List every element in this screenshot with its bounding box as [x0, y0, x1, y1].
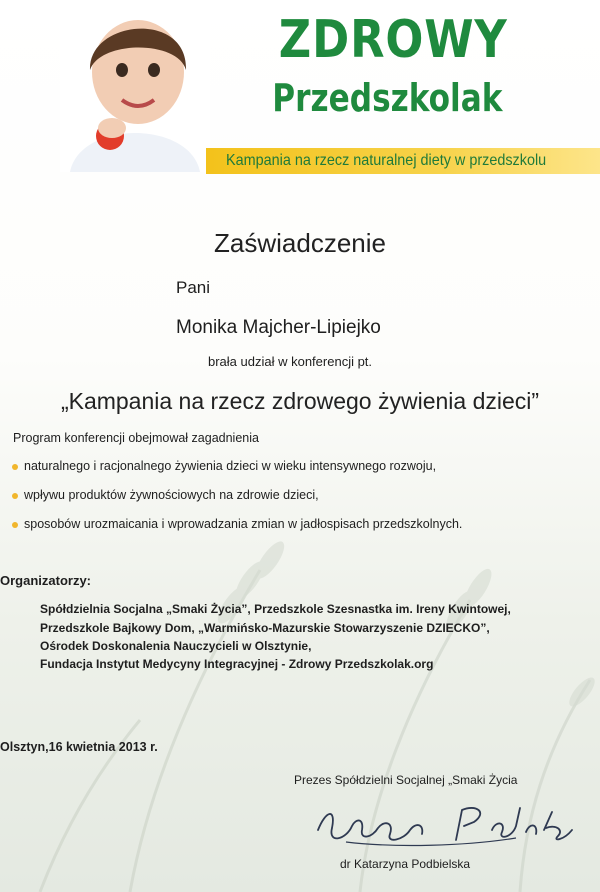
- salutation: Pani: [176, 278, 211, 297]
- bullet-icon: [12, 464, 18, 470]
- campaign-header: [0, 0, 600, 180]
- signatory-name: dr Katarzyna Podbielska: [340, 857, 471, 871]
- logo-subtitle: Przedszkolak: [272, 76, 503, 120]
- topic-item: [12, 459, 436, 473]
- topic-text: wpływu produktów żywnościowych na zdrowie dzieci,: [24, 488, 319, 502]
- logo-title: ZDROWY: [278, 10, 508, 70]
- bullet-icon: [12, 522, 18, 528]
- organizer-line: Spółdzielnia Socjalna „Smaki Życia”, Przedszkole Szesnastka im. Ireny Kwintowej,: [40, 602, 511, 616]
- child-photo: [60, 0, 210, 172]
- topic-text: naturalnego i racjonalnego żywienia dzieci w wieku intensywnego rozwoju,: [24, 459, 437, 473]
- bullet-icon: [12, 493, 18, 499]
- certificate-title: Zaświadczenie: [214, 228, 386, 258]
- conference-title: „Kampania na rzecz zdrowego żywienia dzieci”: [60, 388, 540, 414]
- organizer-line: Przedszkole Bajkowy Dom, „Warmińsko-Mazurskie Stowarzyszenie DZIECKO”,: [40, 621, 490, 635]
- handwritten-signature: [306, 800, 576, 852]
- organizer-line: Ośrodek Doskonalenia Nauczycieli w Olsztynie,: [40, 639, 312, 653]
- place-and-date: Olsztyn,16 kwietnia 2013 r.: [0, 740, 158, 754]
- program-intro: Program konferencji obejmował zagadnienia: [13, 431, 259, 445]
- recipient-name: Monika Majcher-Lipiejko: [176, 317, 381, 338]
- signatory-role: Prezes Spółdzielni Socjalnej „Smaki Życia: [294, 773, 518, 787]
- topic-text: sposobów urozmaicania i wprowadzania zmian w jadłospisach przedszkolnych.: [24, 517, 463, 531]
- campaign-slogan: Kampania na rzecz naturalnej diety w przedszkolu: [226, 152, 547, 169]
- participation-text: brała udział w konferencji pt.: [208, 354, 373, 369]
- organizers-label: Organizatorzy:: [0, 573, 92, 588]
- topic-item: [12, 517, 462, 531]
- topic-item: [12, 488, 319, 502]
- organizer-line: Fundacja Instytut Medycyny Integracyjnej - Zdrowy Przedszkolak.org: [40, 657, 434, 671]
